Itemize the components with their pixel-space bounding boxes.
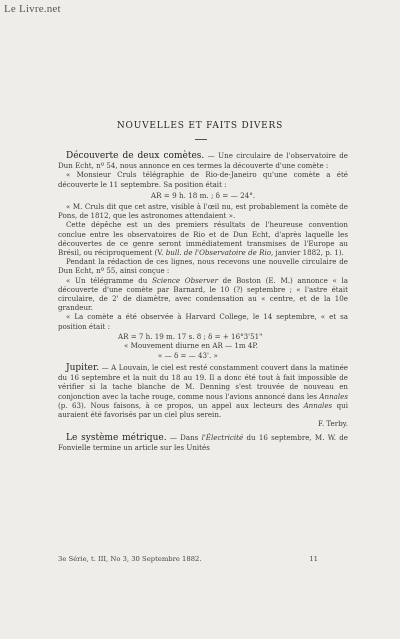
article-heading: Le système métrique. <box>66 432 167 443</box>
paragraph: Pendant la rédaction de ces lignes, nous recevons une nouvelle circulaire de Dun Echt, nº 55, ainsi conçue : <box>58 257 348 276</box>
article-jupiter: Jupiter. — A Louvain, le ciel est resté constamment couvert dans la matinée du 16 septembre et la nuit du 18 au 19. Il a donc été tout à fait impossible de vérifier si la tache blanche de M. Denning s'est trouvée de nouveau en conjonction avec la tache rouge, comme nous l'avions annoncé dans les Annales (p. 63). Nous faisons, à ce propos, un appel aux lecteurs des Annales qui auraient été favorisés par un ciel plus serein. <box>58 363 349 420</box>
page-footer <box>58 555 358 563</box>
article-metric-system: Le système métrique. — Dans l'Électricité du 16 septembre, M. W. de Fonvielle termine un article sur les Unités <box>58 432 348 452</box>
paragraph: Découverte de deux comètes. — Une circulaire de l'observatoire de Dun Echt, nº 54, nous annonce en ces termes la découverte d'une comète : <box>58 151 348 171</box>
paragraph: Cette dépêche est un des premiers résultats de l'heureuse convention conclue entre les observatoires de Rio et de Dun Echt, d'après laquelle les découvertes de ce genre seront immédiatement transmises de l'Europe au Brésil, ou réciproquement (V. bull. de l'Observatoire de Rio, janvier 1882, p. 1). <box>58 220 348 258</box>
paragraph: « La comète a été observée à Harvard College, le 14 septembre, « et sa position était : <box>58 312 348 331</box>
vendor-logo: Le Livre.net <box>4 3 61 15</box>
paragraph: « Monsieur Cruls télégraphie de Rio-de-Janeiro qu'une comète a été découverte le 11 septembre. Sa position était : <box>58 170 348 189</box>
title-divider <box>195 139 207 140</box>
position-formula: AR = 9 h. 18 m. ; δ = — 24°. <box>150 190 256 200</box>
section-title: NOUVELLES ET FAITS DIVERS <box>116 121 284 131</box>
paragraph: « Un télégramme du Science Observer de Boston (E. M.) annonce « la découverte d'une comète par Barnard, le 10 (?) septembre ; « l'astre était circulaire, de 2' de diamètre, avec condensation au « centre, et de la 10e grandeur. <box>58 275 348 313</box>
position-formula-block: AR = 7 h. 19 m. 17 s. 8 ; δ = + 16°3'51" « Mouvement diurne en AR — 1m 4P. « — δ = — 43'. » <box>118 331 263 360</box>
signature: F. Terby. <box>318 419 348 429</box>
article-heading: Découverte de deux comètes. <box>66 151 205 161</box>
article-heading: Jupiter. <box>66 363 100 374</box>
article-comets <box>58 151 348 452</box>
paragraph: « M. Cruls dit que cet astre, visible à l'œil nu, est probablement la comète de Pons, de 1812, que les astronomes attendaient ». <box>58 202 348 221</box>
series-info: 3e Série, t. III, No 3, 30 Septembre 1882. <box>58 555 202 563</box>
page-number: 11 <box>309 555 318 563</box>
